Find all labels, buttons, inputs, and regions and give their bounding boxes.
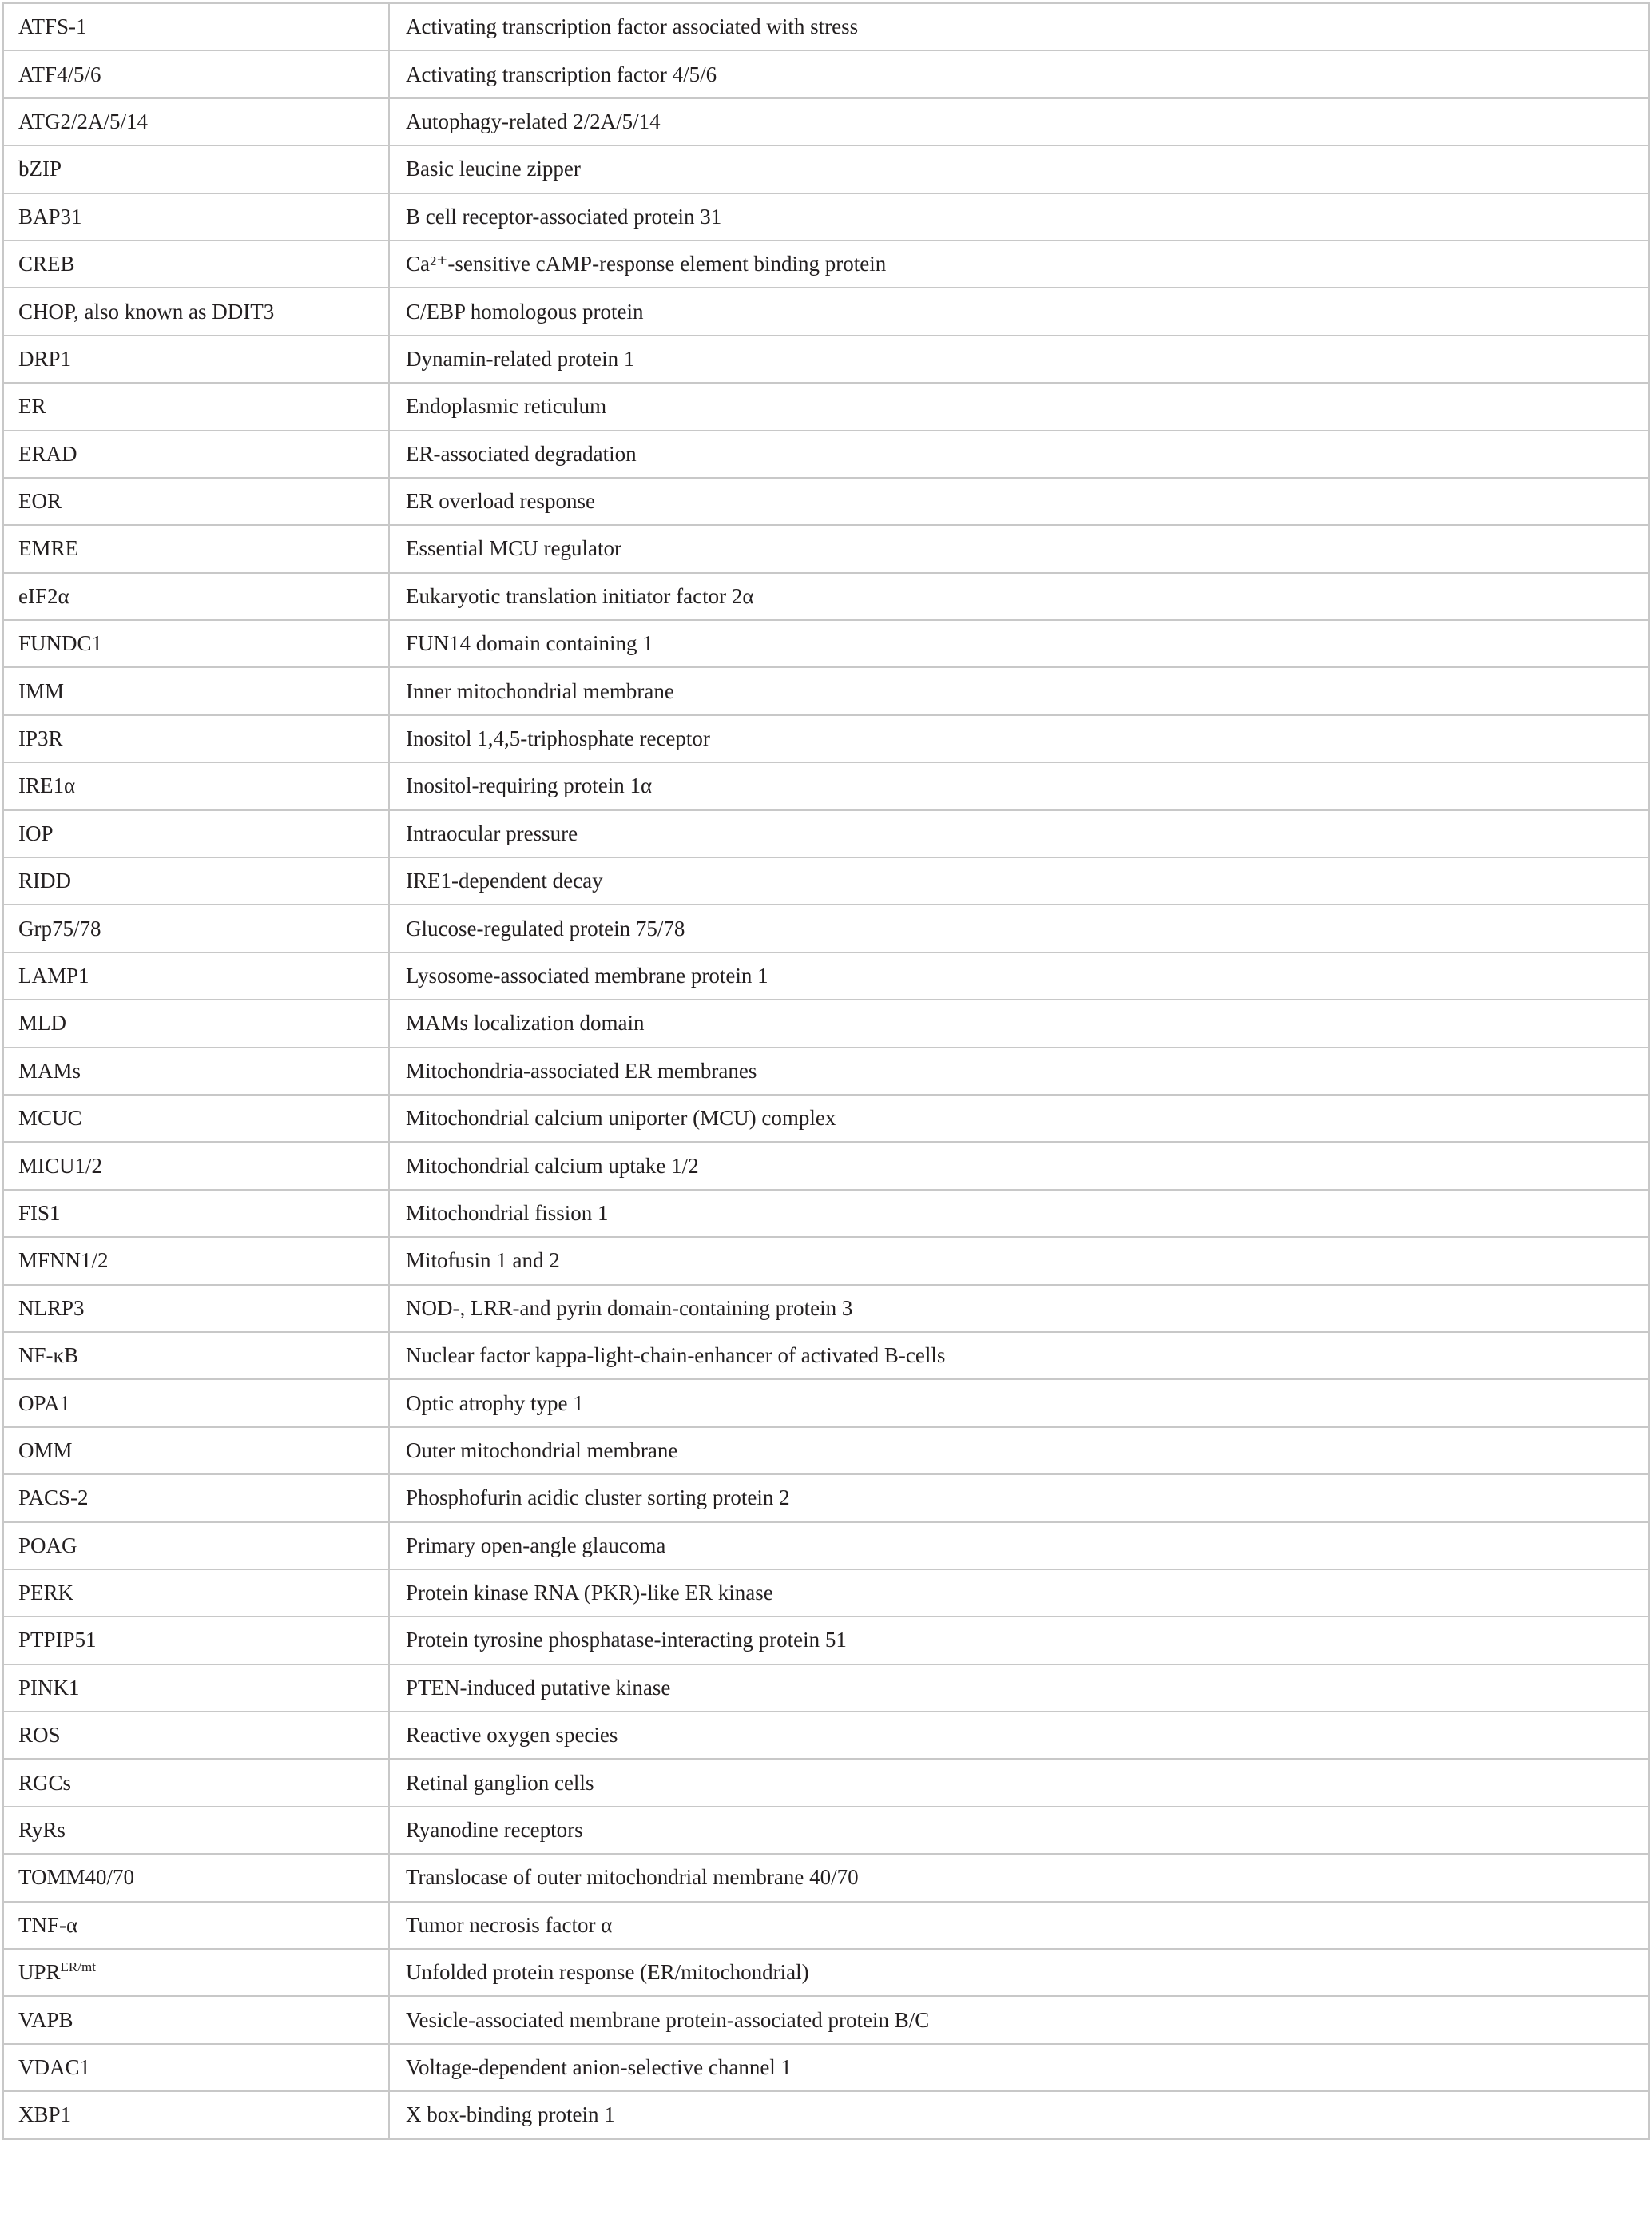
definition-text: NOD-, LRR-and pyrin domain-containing protein 3 xyxy=(406,1295,853,1320)
abbreviation-cell xyxy=(3,573,389,620)
abbreviation-cell xyxy=(3,1759,389,1806)
abbreviation-cell xyxy=(3,1095,389,1142)
abbreviation-cell xyxy=(3,193,389,241)
abbreviations-table-body xyxy=(3,3,1649,2139)
definition-text: PTEN-induced putative kinase xyxy=(406,1675,671,1700)
table-row xyxy=(3,1522,1649,1569)
definition-cell xyxy=(389,1569,1649,1617)
abbreviation-text: bZIP xyxy=(18,157,62,181)
definition-text: Vesicle-associated membrane protein-associated protein B/C xyxy=(406,2007,930,2032)
abbreviation-text: ATG2/2A/5/14 xyxy=(18,109,148,133)
definition-cell xyxy=(389,1807,1649,1854)
table-row xyxy=(3,1142,1649,1189)
abbreviation-cell xyxy=(3,145,389,193)
definition-cell xyxy=(389,905,1649,952)
definition-text: Protein kinase RNA (PKR)-like ER kinase xyxy=(406,1581,773,1605)
definition-text: C/EBP homologous protein xyxy=(406,299,644,324)
table-row xyxy=(3,1712,1649,1759)
definition-cell xyxy=(389,573,1649,620)
abbreviation-cell xyxy=(3,952,389,1000)
table-row xyxy=(3,145,1649,193)
abbreviation-cell xyxy=(3,1379,389,1426)
definition-cell xyxy=(389,762,1649,809)
definition-text: ER overload response xyxy=(406,489,595,514)
table-row xyxy=(3,620,1649,667)
table-row xyxy=(3,193,1649,241)
table-row xyxy=(3,857,1649,905)
abbreviation-text: NF-κB xyxy=(18,1343,79,1368)
definition-text: Retinal ganglion cells xyxy=(406,1770,594,1795)
definition-cell xyxy=(389,193,1649,241)
abbreviations-table xyxy=(2,2,1650,2140)
definition-cell xyxy=(389,1617,1649,1664)
definition-text: Ca²⁺-sensitive cAMP-response element binding protein xyxy=(406,252,887,276)
abbreviation-text: CREB xyxy=(18,252,75,276)
definition-text: Protein tyrosine phosphatase-interacting protein 51 xyxy=(406,1628,847,1652)
abbreviation-cell xyxy=(3,2091,389,2138)
definition-text: Outer mitochondrial membrane xyxy=(406,1438,678,1462)
definition-cell xyxy=(389,145,1649,193)
abbreviation-text: MCUC xyxy=(18,1106,82,1131)
definition-cell xyxy=(389,1142,1649,1189)
abbreviation-cell xyxy=(3,1000,389,1047)
table-row xyxy=(3,431,1649,478)
abbreviation-text: IMM xyxy=(18,678,65,703)
abbreviation-text: PTPIP51 xyxy=(18,1628,97,1652)
table-row xyxy=(3,525,1649,572)
definition-text: Reactive oxygen species xyxy=(406,1723,618,1748)
definition-cell xyxy=(389,1712,1649,1759)
definition-text: Lysosome-associated membrane protein 1 xyxy=(406,964,768,988)
abbreviation-text: PERK xyxy=(18,1581,74,1605)
definition-text: Mitochondrial fission 1 xyxy=(406,1200,609,1225)
abbreviation-text: EMRE xyxy=(18,536,79,561)
abbreviation-cell xyxy=(3,1996,389,2043)
definition-cell xyxy=(389,1664,1649,1712)
definition-cell xyxy=(389,1048,1649,1095)
table-row xyxy=(3,1474,1649,1521)
abbreviation-cell xyxy=(3,431,389,478)
table-row xyxy=(3,1427,1649,1474)
definition-cell xyxy=(389,1332,1649,1379)
definition-text: Mitochondrial calcium uniporter (MCU) complex xyxy=(406,1106,836,1131)
definition-text: Optic atrophy type 1 xyxy=(406,1390,584,1415)
definition-cell xyxy=(389,1190,1649,1237)
abbreviation-cell xyxy=(3,1902,389,1949)
definition-text: Translocase of outer mitochondrial membrane 40/70 xyxy=(406,1865,859,1890)
table-row xyxy=(3,50,1649,97)
table-row xyxy=(3,98,1649,145)
abbreviation-text: OPA1 xyxy=(18,1390,71,1415)
definition-cell xyxy=(389,2044,1649,2091)
abbreviation-cell xyxy=(3,1285,389,1332)
abbreviation-text: LAMP1 xyxy=(18,964,89,988)
abbreviation-cell xyxy=(3,762,389,809)
definition-text: Tumor necrosis factor α xyxy=(406,1912,613,1937)
table-row xyxy=(3,1237,1649,1284)
definition-text: Unfolded protein response (ER/mitochondrial) xyxy=(406,1960,809,1985)
abbreviation-text: VAPB xyxy=(18,2007,73,2032)
table-row xyxy=(3,905,1649,952)
abbreviation-text: eIF2α xyxy=(18,583,69,608)
definition-text: Nuclear factor kappa-light-chain-enhancer of activated B-cells xyxy=(406,1343,946,1368)
table-row xyxy=(3,952,1649,1000)
abbreviation-text: TNF-α xyxy=(18,1912,78,1937)
table-row xyxy=(3,1854,1649,1901)
definition-cell xyxy=(389,525,1649,572)
definition-text: Activating transcription factor 4/5/6 xyxy=(406,62,717,86)
table-row xyxy=(3,1902,1649,1949)
abbreviation-cell xyxy=(3,1522,389,1569)
abbreviation-text: UPR xyxy=(18,1960,61,1985)
table-row xyxy=(3,1190,1649,1237)
abbreviation-cell xyxy=(3,1617,389,1664)
table-row xyxy=(3,1569,1649,1617)
definition-cell xyxy=(389,478,1649,525)
definition-cell xyxy=(389,1095,1649,1142)
definition-text: Voltage-dependent anion-selective channel 1 xyxy=(406,2054,792,2079)
abbreviation-text: CHOP, also known as DDIT3 xyxy=(18,299,275,324)
definition-cell xyxy=(389,667,1649,714)
abbreviation-cell xyxy=(3,478,389,525)
abbreviation-text: EOR xyxy=(18,489,62,514)
table-row xyxy=(3,1617,1649,1664)
abbreviation-cell xyxy=(3,667,389,714)
abbreviation-cell xyxy=(3,1142,389,1189)
definition-cell xyxy=(389,620,1649,667)
abbreviation-text: MFNN1/2 xyxy=(18,1248,109,1273)
abbreviation-cell xyxy=(3,525,389,572)
definition-cell xyxy=(389,1379,1649,1426)
abbreviation-text: TOMM40/70 xyxy=(18,1865,135,1890)
definition-text: Eukaryotic translation initiator factor 2α xyxy=(406,583,754,608)
table-row xyxy=(3,1285,1649,1332)
abbreviation-text: IP3R xyxy=(18,726,63,751)
definition-cell xyxy=(389,1000,1649,1047)
definition-cell xyxy=(389,1902,1649,1949)
table-row xyxy=(3,1759,1649,1806)
definition-cell xyxy=(389,1285,1649,1332)
definition-text: Ryanodine receptors xyxy=(406,1818,583,1843)
definition-text: Essential MCU regulator xyxy=(406,536,621,561)
definition-cell xyxy=(389,288,1649,335)
abbreviation-cell xyxy=(3,1427,389,1474)
table-row xyxy=(3,2044,1649,2091)
definition-cell xyxy=(389,810,1649,857)
definition-cell xyxy=(389,431,1649,478)
abbreviation-cell xyxy=(3,288,389,335)
definition-cell xyxy=(389,857,1649,905)
definition-text: Inositol-requiring protein 1α xyxy=(406,773,653,798)
abbreviation-text: VDAC1 xyxy=(18,2054,91,2079)
definition-text: Intraocular pressure xyxy=(406,821,578,845)
definition-text: Inositol 1,4,5-triphosphate receptor xyxy=(406,726,710,751)
definition-text: MAMs localization domain xyxy=(406,1011,645,1036)
abbreviation-text: ERAD xyxy=(18,441,77,466)
abbreviation-text: MAMs xyxy=(18,1058,81,1083)
definition-text: IRE1-dependent decay xyxy=(406,869,603,893)
abbreviation-text: NLRP3 xyxy=(18,1295,85,1320)
definition-cell xyxy=(389,1427,1649,1474)
definition-cell xyxy=(389,1854,1649,1901)
abbreviation-text: FUNDC1 xyxy=(18,631,103,656)
table-row xyxy=(3,573,1649,620)
table-row xyxy=(3,2091,1649,2138)
table-row xyxy=(3,1807,1649,1854)
definition-cell xyxy=(389,98,1649,145)
table-row xyxy=(3,1996,1649,2043)
abbreviation-text: POAG xyxy=(18,1533,77,1557)
abbreviation-text: MLD xyxy=(18,1011,66,1036)
abbreviation-text: FIS1 xyxy=(18,1200,61,1225)
definition-text: Mitochondria-associated ER membranes xyxy=(406,1058,757,1083)
definition-text: Primary open-angle glaucoma xyxy=(406,1533,666,1557)
abbreviation-text: ATFS-1 xyxy=(18,14,87,39)
table-row xyxy=(3,1095,1649,1142)
abbreviation-text: PACS-2 xyxy=(18,1485,89,1510)
definition-cell xyxy=(389,715,1649,762)
abbreviation-cell xyxy=(3,1190,389,1237)
abbreviation-cell xyxy=(3,1332,389,1379)
definition-text: B cell receptor-associated protein 31 xyxy=(406,204,722,229)
abbreviation-cell xyxy=(3,98,389,145)
definition-cell xyxy=(389,952,1649,1000)
abbreviation-cell xyxy=(3,1048,389,1095)
abbreviation-superscript: ER/mt xyxy=(60,1959,96,1975)
definition-cell xyxy=(389,1949,1649,1996)
table-row xyxy=(3,288,1649,335)
abbreviation-cell xyxy=(3,1474,389,1521)
definition-text: FUN14 domain containing 1 xyxy=(406,631,653,656)
definition-cell xyxy=(389,1759,1649,1806)
abbreviation-cell xyxy=(3,1712,389,1759)
table-row xyxy=(3,1664,1649,1712)
table-row xyxy=(3,1048,1649,1095)
abbreviation-cell xyxy=(3,2044,389,2091)
definition-cell xyxy=(389,50,1649,97)
definition-text: Autophagy-related 2/2A/5/14 xyxy=(406,109,661,133)
abbreviation-text: XBP1 xyxy=(18,2102,72,2127)
table-row xyxy=(3,1000,1649,1047)
abbreviation-cell xyxy=(3,1949,389,1996)
definition-text: Inner mitochondrial membrane xyxy=(406,678,674,703)
abbreviation-cell xyxy=(3,1569,389,1617)
abbreviation-text: ROS xyxy=(18,1723,61,1748)
table-row xyxy=(3,667,1649,714)
abbreviation-cell xyxy=(3,50,389,97)
abbreviation-text: IOP xyxy=(18,821,54,845)
abbreviation-cell xyxy=(3,383,389,430)
definition-cell xyxy=(389,2091,1649,2138)
definition-cell xyxy=(389,336,1649,383)
definition-text: Mitochondrial calcium uptake 1/2 xyxy=(406,1153,699,1178)
table-row xyxy=(3,1949,1649,1996)
table-row xyxy=(3,241,1649,288)
table-row xyxy=(3,715,1649,762)
abbreviation-text: BAP31 xyxy=(18,204,82,229)
abbreviation-text: Grp75/78 xyxy=(18,916,101,941)
table-row xyxy=(3,478,1649,525)
definition-text: Basic leucine zipper xyxy=(406,157,581,181)
abbreviation-text: ATF4/5/6 xyxy=(18,62,101,86)
abbreviation-text: OMM xyxy=(18,1438,73,1462)
table-row xyxy=(3,383,1649,430)
table-row xyxy=(3,1332,1649,1379)
table-row xyxy=(3,336,1649,383)
definition-text: Endoplasmic reticulum xyxy=(406,394,607,419)
definition-text: Activating transcription factor associated with stress xyxy=(406,14,859,39)
definition-cell xyxy=(389,1522,1649,1569)
abbreviation-text: PINK1 xyxy=(18,1675,80,1700)
definition-cell xyxy=(389,241,1649,288)
abbreviation-cell xyxy=(3,1237,389,1284)
abbreviation-cell xyxy=(3,1854,389,1901)
definition-cell xyxy=(389,1474,1649,1521)
definition-cell xyxy=(389,1996,1649,2043)
definition-cell xyxy=(389,1237,1649,1284)
abbreviation-text: RIDD xyxy=(18,869,71,893)
abbreviation-cell xyxy=(3,905,389,952)
abbreviation-text: IRE1α xyxy=(18,773,76,798)
abbreviation-text: RyRs xyxy=(18,1818,66,1843)
definition-text: Dynamin-related protein 1 xyxy=(406,346,635,371)
abbreviation-cell xyxy=(3,810,389,857)
abbreviation-cell xyxy=(3,241,389,288)
abbreviation-text: RGCs xyxy=(18,1770,72,1795)
abbreviation-cell xyxy=(3,857,389,905)
definition-cell xyxy=(389,383,1649,430)
table-row xyxy=(3,1379,1649,1426)
definition-cell xyxy=(389,3,1649,50)
abbreviation-text: DRP1 xyxy=(18,346,72,371)
definition-text: Glucose-regulated protein 75/78 xyxy=(406,916,685,941)
definition-text: Phosphofurin acidic cluster sorting protein 2 xyxy=(406,1485,790,1510)
abbreviation-cell xyxy=(3,336,389,383)
table-row xyxy=(3,810,1649,857)
definition-text: X box-binding protein 1 xyxy=(406,2102,615,2127)
abbreviation-cell xyxy=(3,3,389,50)
definition-text: ER-associated degradation xyxy=(406,441,637,466)
abbreviation-cell xyxy=(3,715,389,762)
abbreviation-cell xyxy=(3,1807,389,1854)
abbreviation-text: ER xyxy=(18,394,46,419)
abbreviation-cell xyxy=(3,620,389,667)
abbreviation-cell xyxy=(3,1664,389,1712)
abbreviation-text: MICU1/2 xyxy=(18,1153,103,1178)
table-row xyxy=(3,762,1649,809)
table-row xyxy=(3,3,1649,50)
definition-text: Mitofusin 1 and 2 xyxy=(406,1248,560,1273)
